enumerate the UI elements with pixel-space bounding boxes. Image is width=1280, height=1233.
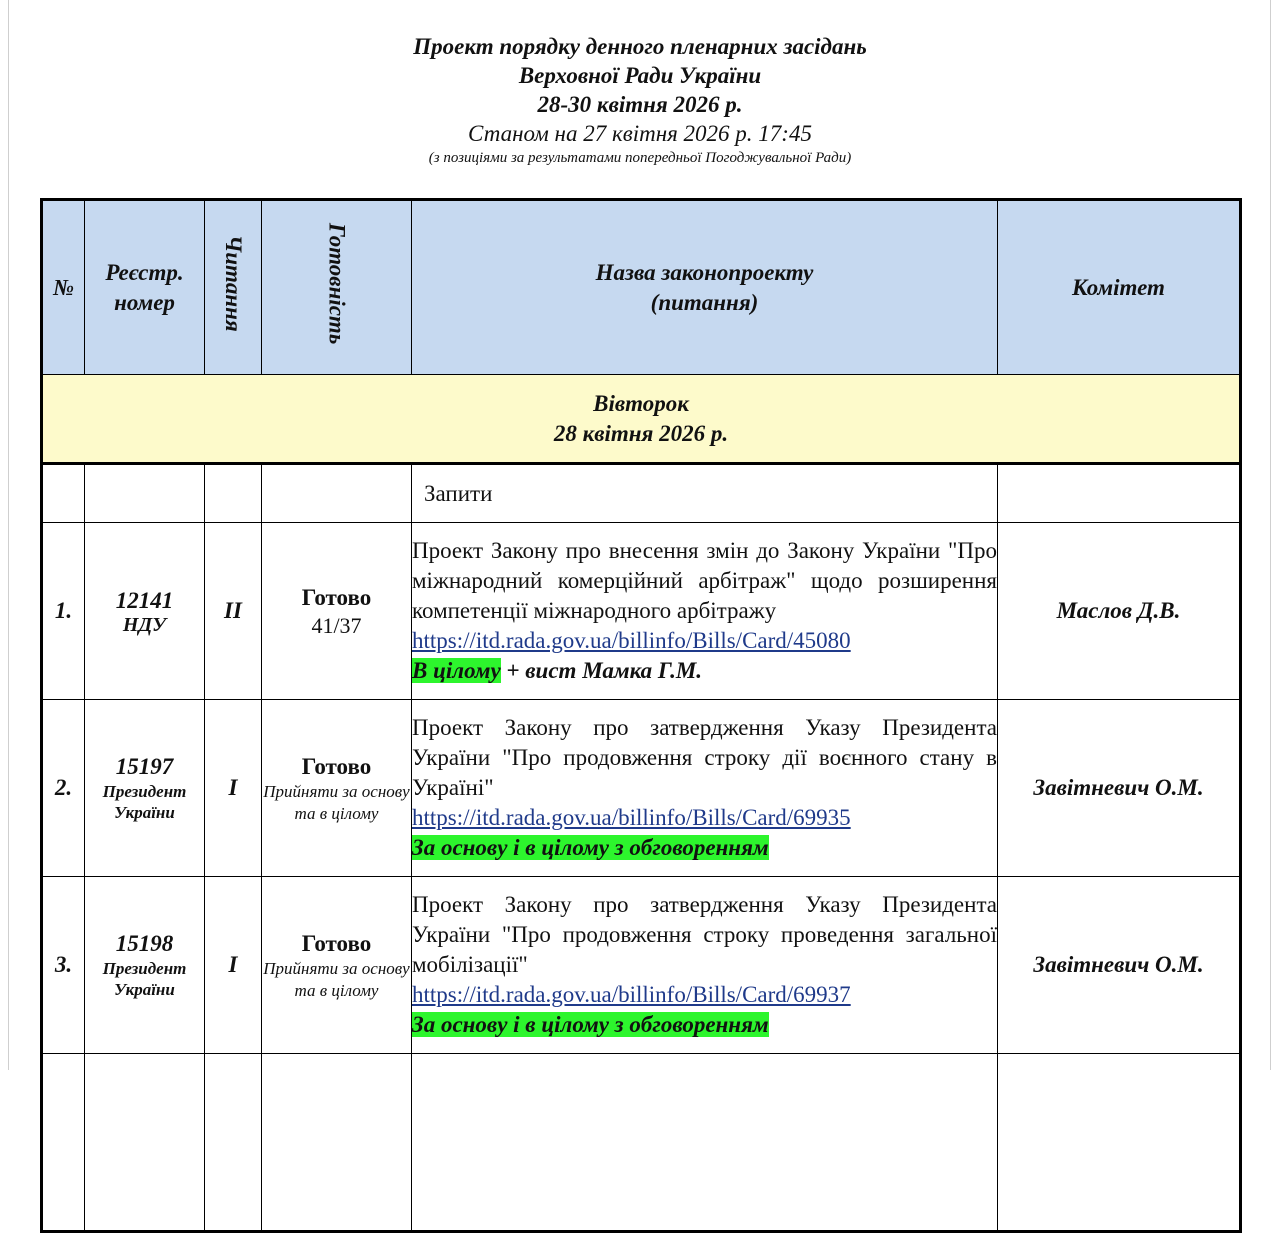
readiness-cell [262, 523, 412, 700]
reading-value: I [205, 877, 262, 1054]
next-row-reading-cell [205, 1054, 262, 1232]
bill-title: Проект Закону про внесення змін до Закону України "Про міжнародний комерційний арбітраж" щодо розширення компетенції міжнародного арбітражу [412, 538, 997, 623]
day-separator-row [42, 375, 1241, 464]
column-header-bill-name: Назва законопроекту (питання) [412, 200, 998, 375]
day-weekday: Вівторок [593, 390, 689, 416]
document-header [0, 32, 1280, 168]
readiness-status: Готово [301, 930, 372, 956]
table-header-row [42, 200, 1241, 375]
table-row [42, 523, 1241, 700]
readiness-note: Прийняти за основу та в цілому [263, 958, 410, 1000]
queries-num-cell [42, 464, 85, 523]
table-row [42, 1054, 1241, 1232]
readiness-cell [262, 877, 412, 1054]
queries-committee-cell [998, 464, 1241, 523]
readiness-status: Готово [301, 584, 372, 610]
readiness-vote: 41/37 [311, 612, 362, 638]
reading-value: II [205, 523, 262, 700]
registry-number: 15197 [115, 754, 174, 779]
document-title-line-3: 28-30 квітня 2026 р. [537, 92, 743, 117]
bill-link[interactable]: https://itd.rada.gov.ua/billinfo/Bills/Card/69935 [412, 805, 851, 830]
registry-author-line-2: України [114, 803, 175, 822]
queries-label: Запити [412, 464, 998, 523]
registry-cell [85, 523, 205, 700]
day-date: 28 квітня 2026 р. [553, 420, 729, 446]
registry-number: 15198 [115, 931, 174, 956]
readiness-cell [262, 700, 412, 877]
bill-decision [412, 656, 997, 686]
bill-name-cell [412, 523, 998, 700]
bill-link[interactable]: https://itd.rada.gov.ua/billinfo/Bills/Card/45080 [412, 628, 851, 653]
registry-cell [85, 700, 205, 877]
bill-title: Проект Закону про затвердження Указу Президента України "Про продовження строку проведення загальної мобілізації" [412, 892, 997, 977]
bill-name-cell [412, 700, 998, 877]
table-row [42, 877, 1241, 1054]
registry-author: НДУ [122, 613, 167, 636]
readiness-note: Прийняти за основу та в цілому [263, 781, 410, 823]
registry-author-line-1: Президент [102, 782, 187, 801]
table-row [42, 464, 1241, 523]
document-title-line-2: Верховної Ради України [518, 63, 762, 88]
readiness-status: Готово [301, 753, 372, 779]
row-number: 2. [42, 700, 85, 877]
decision-highlight: За основу і в цілому з обговоренням [412, 835, 769, 860]
bill-link[interactable]: https://itd.rada.gov.ua/billinfo/Bills/Card/69937 [412, 982, 851, 1007]
next-row-name-cell [412, 1054, 998, 1232]
column-header-readiness: Готовність [262, 200, 412, 375]
next-row-num-cell [42, 1054, 85, 1232]
registry-number: 12141 [115, 587, 174, 613]
next-row-reg-cell [85, 1054, 205, 1232]
bill-title: Проект Закону про затвердження Указу Президента України "Про продовження строку дії воєнного стану в Україні" [412, 715, 997, 800]
column-header-number: № [42, 200, 85, 375]
bill-decision [412, 833, 997, 863]
decision-highlight: За основу і в цілому з обговоренням [412, 1012, 769, 1037]
row-number: 3. [42, 877, 85, 1054]
decision-highlight: В цілому [412, 658, 501, 683]
document-title-line-1: Проект порядку денного пленарних засідань [413, 34, 867, 59]
decision-note: + вист Мамка Г.М. [500, 658, 703, 683]
agenda-table [40, 198, 1242, 1233]
column-header-committee: Комітет [998, 200, 1241, 375]
status-timestamp: Станом на 27 квітня 2026 р. 17:45 [468, 121, 812, 146]
queries-reg-cell [85, 464, 205, 523]
queries-reading-cell [205, 464, 262, 523]
table-row [42, 700, 1241, 877]
committee-rapporteur: Завітневич О.М. [998, 700, 1241, 877]
next-row-committee-cell [998, 1054, 1241, 1232]
header-note: (з позиціями за результатами попередньої Погоджувальної Ради) [428, 150, 852, 166]
committee-rapporteur: Маслов Д.В. [998, 523, 1241, 700]
column-header-reading: Читання [205, 200, 262, 375]
bill-name-cell [412, 877, 998, 1054]
row-number: 1. [42, 523, 85, 700]
day-label [42, 375, 1241, 464]
column-header-registry: Реєстр. номер [85, 200, 205, 375]
registry-author-line-2: України [114, 980, 175, 999]
bill-decision [412, 1010, 997, 1040]
committee-rapporteur: Завітневич О.М. [998, 877, 1241, 1054]
registry-author-line-1: Президент [102, 959, 187, 978]
reading-value: I [205, 700, 262, 877]
queries-ready-cell [262, 464, 412, 523]
next-row-ready-cell [262, 1054, 412, 1232]
registry-cell [85, 877, 205, 1054]
